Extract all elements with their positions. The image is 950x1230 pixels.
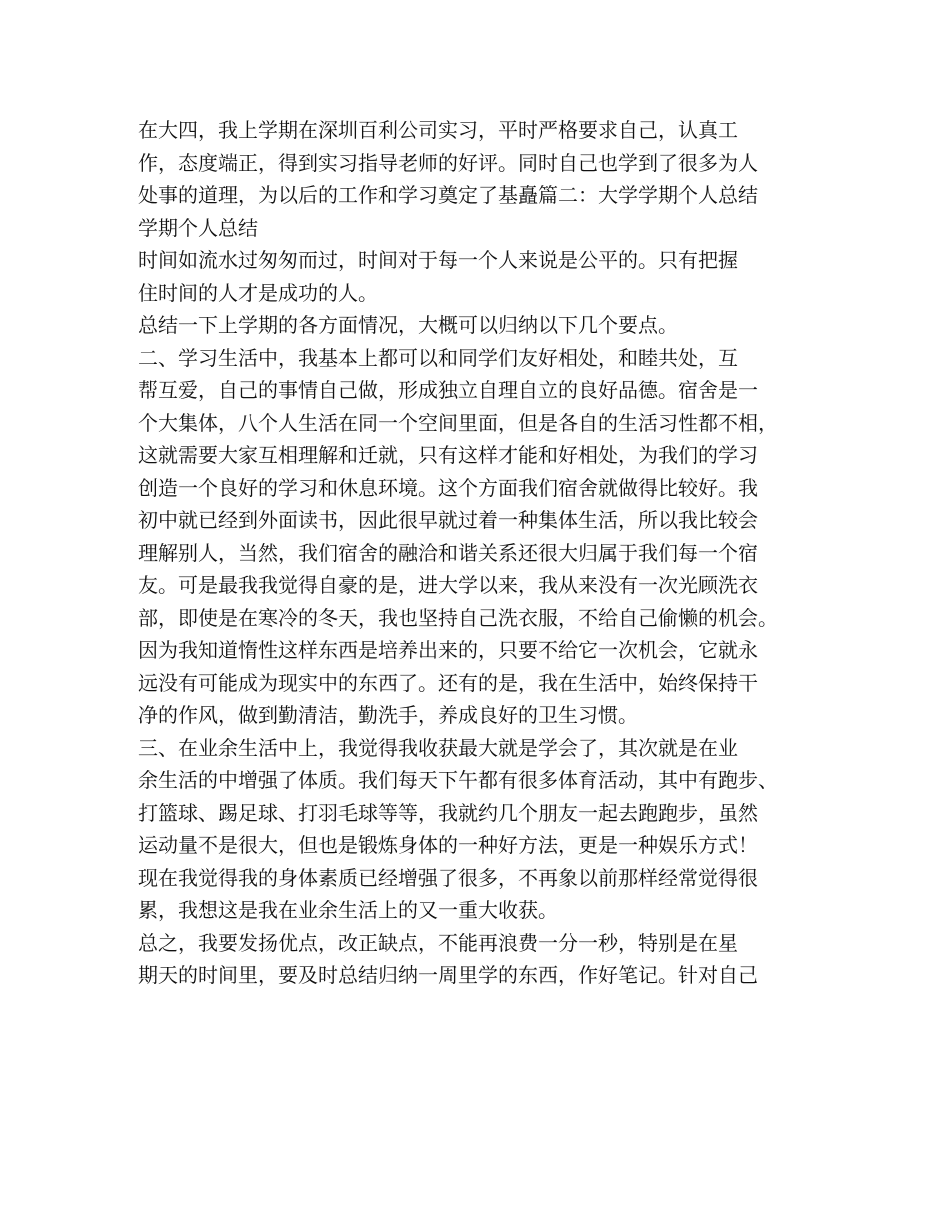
text-line: 帮互爱，自己的事情自己做，形成独立自理自立的良好品德。宿舍是一 — [138, 378, 758, 402]
text-line: 作，态度端正，得到实习指导老师的好评。同时自己也学到了很多为人 — [138, 150, 758, 175]
text-line: 在大四，我上学期在深圳百利公司实习，平时严格要求自己，认真工 — [138, 118, 738, 142]
text-line: 初中就已经到外面读书，因此很早就过着一种集体生活，所以我比较会 — [138, 508, 758, 532]
text-line: 个大集体，八个人生活在同一个空间里面，但是各自的生活习性都不相， — [138, 410, 778, 435]
text-line: 友。可是最我我觉得自豪的是，进大学以来，我从来没有一次光顾洗衣 — [138, 573, 758, 597]
document-body — [138, 114, 828, 992]
text-line: 学期个人总结 — [138, 215, 258, 240]
text-line: 净的作风，做到勤清洁，勤洗手，养成良好的卫生习惯。 — [138, 703, 638, 727]
text-line: 三、在业余生活中上，我觉得我收获最大就是学会了，其次就是在业 — [138, 735, 738, 760]
text-line: 总之，我要发扬优点，改正缺点，不能再浪费一分一秒，特别是在星 — [138, 930, 738, 955]
text-line: 部，即使是在寒冷的冬天，我也坚持自己洗衣服，不给自己偷懒的机会。 — [138, 605, 778, 630]
text-line: 二、学习生活中，我基本上都可以和同学们友好相处，和睦共处，互 — [138, 345, 738, 370]
text-line: 这就需要大家互相理解和迁就，只有这样才能和好相处，为我们的学习 — [138, 443, 758, 467]
text-line: 运动量不是很大，但也是锻炼身体的一种好方法，更是一种娱乐方式！ — [138, 833, 758, 857]
text-line: 总结一下上学期的各方面情况，大概可以归纳以下几个要点。 — [138, 313, 678, 337]
text-line: 住时间的人才是成功的人。 — [138, 280, 378, 305]
text-line: 打篮球、踢足球、打羽毛球等等，我就约几个朋友一起去跑跑步，虽然 — [138, 800, 758, 825]
text-line: 现在我觉得我的身体素质已经增强了很多，不再象以前那样经常觉得很 — [138, 865, 758, 890]
text-line: 创造一个良好的学习和休息环境。这个方面我们宿舍就做得比较好。我 — [138, 475, 758, 500]
text-line: 时间如流水过匆匆而过，时间对于每一个人来说是公平的。只有把握 — [138, 248, 738, 272]
text-line: 理解别人，当然，我们宿舍的融洽和谐关系还很大归属于我们每一个宿 — [138, 540, 758, 565]
text-line: 余生活的中增强了体质。我们每天下午都有很多体育活动，其中有跑步、 — [138, 768, 778, 792]
text-line: 远没有可能成为现实中的东西了。还有的是，我在生活中，始终保持干 — [138, 670, 758, 695]
text-line: 处事的道理，为以后的工作和学习奠定了基矗篇二：大学学期个人总结 — [138, 183, 758, 207]
text-line: 期天的时间里，要及时总结归纳一周里学的东西，作好笔记。针对自己 — [138, 963, 758, 987]
text-line: 累，我想这是我在业余生活上的又一重大收获。 — [138, 898, 558, 922]
text-line: 因为我知道惰性这样东西是培养出来的，只要不给它一次机会，它就永 — [138, 638, 758, 662]
